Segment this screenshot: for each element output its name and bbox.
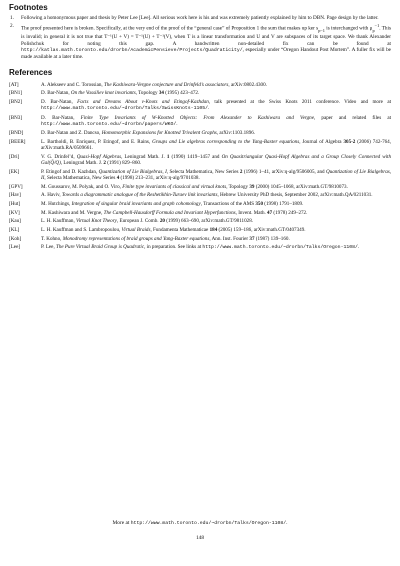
footnote-2 bbox=[9, 23, 391, 60]
references-list bbox=[9, 82, 391, 252]
footnote-text: is interchanged with μ bbox=[324, 26, 373, 33]
reference-link[interactable]: http://www.math.toronto.edu/~drorbn/Talks/SwissKnots-1105/ bbox=[41, 106, 208, 112]
reference-text: , Hebrew University PhD thesis, September 2002, arXiv:math.QA/0211031. bbox=[217, 192, 373, 199]
reference-authors: M. Hutchings, bbox=[41, 200, 72, 207]
reference-authors: L. Bartholdi, B. Enriquez, P. Etingof, and E. Rains, bbox=[41, 139, 153, 146]
footnote-1 bbox=[9, 15, 391, 21]
footnote-text: . This is invalid; in general it is not true that T⁻¹(U + V) = T⁻¹(U) + T⁻¹(V), when T is a linear transformation and U and V are subspaces of its target space. We thank Alexander Polishchuk for noting this gap. A handwritten non-detailed fix can be found at bbox=[21, 26, 391, 47]
reference-title: Quantization of Lie Bialgebras, I bbox=[98, 168, 167, 175]
reference-item bbox=[9, 227, 391, 233]
reference-key: [EK] bbox=[9, 168, 20, 175]
footnote-subscript: p−1 bbox=[318, 28, 325, 34]
reference-text: (2006) 742-764, arXiv:math.RA/0509661. bbox=[41, 139, 391, 152]
reference-title: On the Vassiliev knot invariants bbox=[70, 90, 136, 97]
reference-text: (1978) 249–272. bbox=[272, 209, 308, 216]
reference-authors: D. Bar-Natan, bbox=[41, 114, 81, 121]
reference-authors: D. Bar-Natan, bbox=[41, 98, 78, 105]
reference-key: [Lee] bbox=[9, 244, 21, 251]
reference-item bbox=[9, 115, 391, 128]
reference-body bbox=[41, 115, 391, 128]
reference-text: , Topology bbox=[226, 183, 250, 190]
reference-body bbox=[41, 192, 391, 198]
reference-text: , Leningrad Math. J. bbox=[121, 153, 167, 160]
reference-key: [BEER] bbox=[9, 139, 26, 146]
reference-title: Facts and Dreams About v-Knots and Etingof-Kazhdan bbox=[77, 98, 209, 105]
reference-body bbox=[41, 169, 391, 181]
reference-item bbox=[9, 236, 391, 242]
reference-authors: P. Etingof and D. Kazhdan, bbox=[41, 168, 99, 175]
reference-key: [Hut] bbox=[9, 200, 21, 207]
reference-item bbox=[9, 210, 391, 216]
footnote-link[interactable]: http://katlas.math.toronto.edu/drorbn/AcademicPensieve/Projects/Quadraticity/ bbox=[21, 47, 243, 53]
reference-title: The Kashiwara-Vergne conjecture and Drinfeld’s associators bbox=[103, 81, 229, 88]
reference-key: [Dri] bbox=[9, 153, 20, 160]
page-number: 148 bbox=[195, 535, 205, 541]
reference-body bbox=[41, 218, 391, 224]
reference-body bbox=[41, 82, 391, 88]
reference-item bbox=[9, 154, 391, 166]
reference-body bbox=[41, 236, 391, 242]
references-heading: References bbox=[9, 67, 53, 77]
reference-text: , Journal of Algebra bbox=[299, 139, 344, 146]
reference-item bbox=[9, 90, 391, 96]
more-at-link[interactable]: http://www.math.toronto.edu/~drorbn/Talks/Oregon-1108/ bbox=[130, 521, 287, 526]
reference-item bbox=[9, 99, 391, 112]
reference-title: Virtual Braids bbox=[121, 226, 151, 233]
reference-text: , Ann. Inst. Fourier bbox=[209, 235, 250, 242]
reference-text: , Invent. Math. bbox=[235, 209, 268, 216]
reference-volume: 39 bbox=[249, 183, 255, 190]
reference-item bbox=[9, 169, 391, 181]
reference-text: (1991) 829–860. bbox=[105, 160, 142, 167]
reference-authors: L. H. Kauffman, bbox=[41, 218, 76, 225]
reference-authors: A. Alekseev and C. Torossian, bbox=[41, 81, 104, 88]
reference-volume: 305-2 bbox=[343, 139, 356, 146]
reference-authors: P. Lee, bbox=[41, 244, 56, 251]
footnotes-heading: Footnotes bbox=[9, 3, 48, 12]
reference-text: (1999) 663–690, arXiv:math.GT/9811028. bbox=[164, 218, 254, 225]
reference-text: , Topology bbox=[135, 90, 159, 97]
reference-key: [AT] bbox=[9, 81, 19, 88]
reference-body bbox=[41, 227, 391, 233]
reference-key: [Kau] bbox=[9, 218, 21, 225]
reference-title: The Campbell-Hausdorff Formula and Invariant Hyperfunctions bbox=[103, 209, 236, 216]
reference-title: Finite type invariants of classical and virtual knots bbox=[122, 183, 227, 190]
reference-authors: D. Bar-Natan, bbox=[41, 90, 71, 97]
reference-item bbox=[9, 184, 391, 190]
footnote-text: , especially under “Oregon Handout Post Mortem”. A fuller fix will be made available at a later time. bbox=[21, 46, 391, 61]
reference-key: [BN2] bbox=[9, 98, 23, 105]
reference-volume: 37 bbox=[249, 235, 255, 242]
reference-title: Finite Type Invariants of W-Knotted Objects: From Alexander to Kashiwara and Vergne bbox=[80, 114, 314, 121]
reference-text: , arXiv:0802.4300. bbox=[228, 81, 267, 88]
reference-key: [BN3] bbox=[9, 114, 23, 121]
reference-item bbox=[9, 139, 391, 151]
reference-text: , Selecta Mathematica, New Series bbox=[44, 174, 117, 181]
reference-text: (1995) 423–472. bbox=[163, 90, 200, 97]
footnote-text: The proof presented here is broken. Specifically, at the very end of the proof of the “general case” of Proposition 1 the sum that makes up ker s bbox=[21, 26, 319, 33]
reference-text: , European J. Comb. bbox=[116, 218, 160, 225]
reference-authors: A. Haviv, bbox=[41, 192, 62, 199]
more-at-label: More at bbox=[112, 520, 131, 526]
reference-authors: T. Kohno, bbox=[41, 235, 63, 242]
reference-body bbox=[41, 99, 391, 112]
reference-key: [GPV] bbox=[9, 183, 23, 190]
reference-authors: M. Goussarov, M. Polyak, and O. Viro, bbox=[41, 183, 123, 190]
reference-key: [Hav] bbox=[9, 192, 21, 199]
reference-text: (2005) 159–186, arXiv:math.GT/0407349. bbox=[217, 226, 306, 233]
reference-title: Virtual Knot Theory bbox=[76, 218, 117, 225]
reference-volume: 20 bbox=[159, 218, 165, 225]
reference-item bbox=[9, 218, 391, 224]
reference-volume: 1 bbox=[166, 153, 170, 160]
reference-key: [KL] bbox=[9, 226, 20, 233]
reference-volume: 4 bbox=[116, 174, 120, 181]
reference-key: [BND] bbox=[9, 130, 24, 137]
footnote-subscript: p bbox=[372, 28, 375, 34]
reference-title: Quasi-Hopf Algebras bbox=[76, 153, 122, 160]
reference-text: , arXiv:1103.1896. bbox=[216, 130, 256, 137]
reference-title: On Quasitriangular Quasi-Hopf Algebras and a Group Closely Connected with Gal(Q̄/Q) bbox=[41, 153, 391, 167]
reference-volume: 47 bbox=[267, 209, 273, 216]
reference-volume: 350 bbox=[255, 200, 264, 207]
reference-authors: M. Kashiwara and M. Vergne, bbox=[41, 209, 104, 216]
reference-key: [Koh] bbox=[9, 235, 22, 242]
reference-text: , in preparation. See links at bbox=[144, 244, 203, 251]
reference-body bbox=[41, 154, 391, 166]
reference-text: , talk presented at the Swiss Knots 2011 conference. Video and more at bbox=[208, 98, 391, 105]
reference-authors: V. G. Drinfel’d, bbox=[41, 153, 77, 160]
reference-body bbox=[41, 90, 391, 96]
reference-text: , Selecta Mathematica, New Series bbox=[166, 168, 240, 175]
reference-item bbox=[9, 130, 391, 136]
reference-title: Quantization of Lie Bialgebras, II bbox=[41, 168, 391, 181]
footnotes-list bbox=[9, 15, 391, 61]
reference-body bbox=[41, 184, 391, 190]
reference-link[interactable]: http://www.math.toronto.edu/~drorbn/papers/WKO/ bbox=[41, 121, 177, 127]
more-at-end: . bbox=[286, 520, 288, 526]
reference-title: Groups and Lie algebras corresponding to the Yang-Baxter equations bbox=[152, 139, 300, 146]
reference-key: [BN1] bbox=[9, 90, 23, 97]
reference-key: [KV] bbox=[9, 209, 20, 216]
reference-text: . bbox=[207, 105, 210, 112]
footnote-superscript: −1 bbox=[374, 23, 380, 29]
reference-body bbox=[41, 130, 391, 136]
reference-item bbox=[9, 192, 391, 198]
reference-volume: 2 bbox=[239, 168, 243, 175]
reference-volume: 184 bbox=[209, 226, 218, 233]
footnote-text: Following a homonymous paper and thesis by Peter Lee [Lee]. All serious work here is his and was extremely patiently explained by him to DBN. Page design by the latter. bbox=[21, 15, 379, 21]
reference-volume: 2 bbox=[103, 160, 106, 167]
reference-body bbox=[41, 210, 391, 216]
reference-text: (1996) 1–41, arXiv:q-alg/9506005, and bbox=[242, 168, 326, 175]
reference-text: , Leningrad Math. J. bbox=[60, 160, 104, 167]
reference-title: Monodromy representations of braid groups and Yang-Baxter equations bbox=[62, 235, 210, 242]
reference-body bbox=[41, 201, 391, 207]
reference-text: . bbox=[357, 244, 360, 251]
reference-volume: 34 bbox=[158, 90, 164, 97]
reference-item bbox=[9, 244, 391, 251]
reference-text: (2000) 1045–1068, arXiv:math.GT/9810073. bbox=[254, 183, 348, 190]
reference-item bbox=[9, 82, 391, 88]
reference-title: Towards a diagrammatic analogue of the Reshetikhin-Turaev link invariants bbox=[61, 192, 218, 199]
reference-text: (1987) 139–160. bbox=[254, 235, 290, 242]
reference-text: , Fundamenta Mathematicae bbox=[150, 226, 210, 233]
reference-authors: L. H. Kauffman and S. Lambropoulou, bbox=[41, 226, 122, 233]
reference-text: (1990) 1419–1457 and bbox=[169, 153, 222, 160]
reference-body bbox=[41, 244, 391, 251]
reference-title: Homomorphic Expansions for Knotted Trivalent Graphs bbox=[101, 130, 217, 137]
footnote-number: 1. bbox=[10, 15, 14, 21]
reference-text: (1998) 1791–1809. bbox=[263, 200, 304, 207]
reference-body bbox=[41, 139, 391, 151]
reference-authors: D. Bar-Natan and Z. Dancso, bbox=[41, 130, 102, 137]
reference-link[interactable]: http://www.math.toronto.edu/~drorbn/Talks/Oregon-1108/ bbox=[202, 245, 358, 251]
reference-text: , Transactions of the AMS bbox=[200, 200, 256, 207]
reference-title: Integration of singular braid invariants and graph cohomology bbox=[71, 200, 201, 207]
more-at-line bbox=[0, 520, 400, 526]
reference-text: , paper and related files at bbox=[313, 114, 392, 121]
reference-text: . bbox=[176, 120, 178, 127]
reference-title: The Pure Virtual Braid Group is Quadratic bbox=[56, 244, 145, 251]
reference-text: (1998) 213–231, arXiv:q-alg/9701038. bbox=[119, 174, 200, 181]
footnote-number: 2. bbox=[10, 23, 14, 30]
reference-item bbox=[9, 201, 391, 207]
